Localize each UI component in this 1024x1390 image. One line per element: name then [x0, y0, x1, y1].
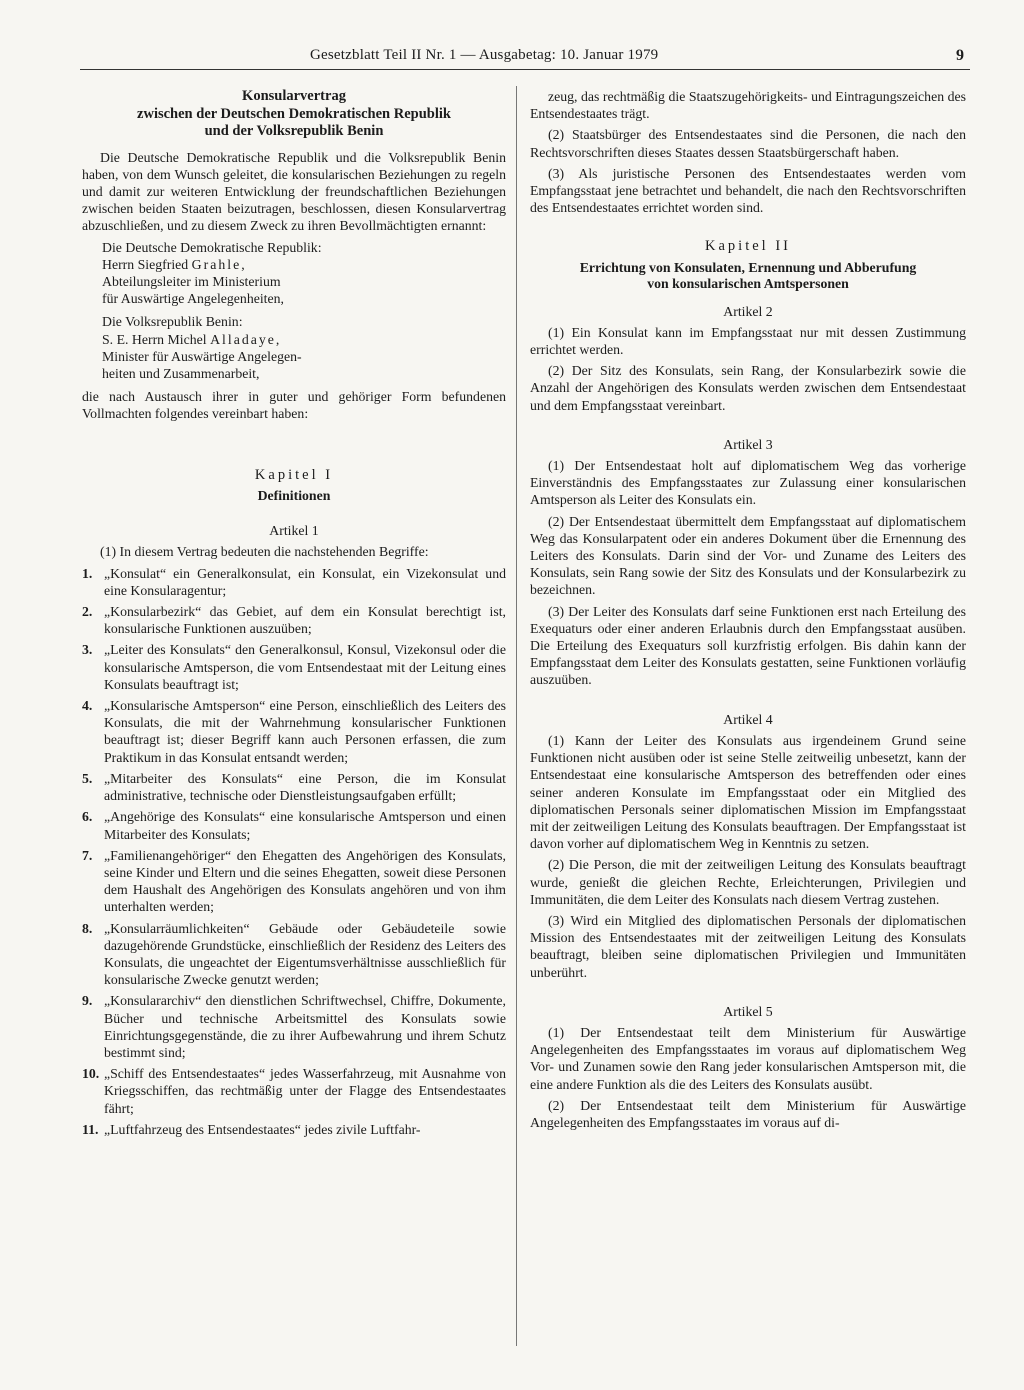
ddr-representative	[102, 239, 506, 308]
article-2-paragraph-2: (2) Der Sitz des Konsulats, sein Rang, der Konsularbezirk sowie die Anzahl der Angehörigen des Konsulats werden zwischen dem Entsendestaat und dem Empfangsstaat vereinbart.	[530, 363, 966, 413]
left-column	[82, 88, 506, 1142]
chapter-2-label: Kapitel II	[705, 238, 791, 255]
article-4-paragraph-2: (2) Die Person, die mit der zeitweiligen Leitung des Konsulats beauftragt wurde, genießt die gleichen Rechte, Erleichterungen, Privilegien und Immunitäten, die dem Leiter des Konsulats nach diesem Vertrag zustehen.	[530, 857, 966, 907]
article-2-heading: Artikel 2	[723, 303, 773, 319]
definition-text: „Schiff des Entsendestaates“ jedes Wasserfahrzeug, mit Ausnahme von Kriegsschiffen, das rechtmäßig unter der Flagge des Entsendestaates fährt;	[104, 1066, 506, 1116]
benin-name-prefix: S. E. Herrn Michel	[102, 331, 211, 347]
ddr-name-line	[102, 256, 506, 273]
benin-representative	[102, 313, 506, 382]
article-1-paragraph-3: (3) Als juristische Personen des Entsendestaates werden vom Empfangsstaat jene betrachtet und behandelt, die nach den Rechtsvorschriften des Entsendestaates errichtet worden sind.	[530, 165, 966, 216]
article-1-paragraph-2: (2) Staatsbürger des Entsendestaates sind die Personen, die nach den Rechtsvorschriften dieses Staates dessen Staatsbürgerschaft haben.	[530, 127, 966, 160]
definition-number: 3.	[82, 642, 93, 658]
definition-item	[82, 992, 506, 1061]
article-4-heading: Artikel 4	[723, 711, 773, 727]
chapter-2-title-line-1: Errichtung von Konsulaten, Ernennung und Abberufung	[579, 259, 917, 275]
title-line-1: Konsularvertrag	[242, 88, 346, 104]
definition-number: 4.	[82, 698, 93, 714]
definition-text: „Konsularische Amtsperson“ eine Person, einschließlich des Leiters des Konsulats, die mit der Wahrnehmung konsularischer Funktionen beauftragt ist; dieser Begriff kann auch Personen erfassen, die zum Praktikum in das Konsulat entsandt werden;	[104, 698, 506, 765]
definition-item	[82, 847, 506, 916]
title-line-2: zwischen der Deutschen Demokratischen Republik	[137, 105, 451, 122]
document-title	[82, 88, 506, 141]
definition-item	[82, 1065, 506, 1117]
page-header	[80, 47, 970, 70]
article-5-paragraph-1: (1) Der Entsendestaat teilt dem Ministerium für Auswärtige Angelegenheiten des Empfangsstaates im voraus auf diplomatischem Weg Vor- und Zunamen sowie den Rang jeder konsularischen Amtsperson mit, die eine andere Funktion als die des Leiters des Konsulats ausübt.	[530, 1024, 966, 1092]
definition-text: „Mitarbeiter des Konsulats“ eine Person, die im Konsulat administrative, technische oder Dienstleistungsaufgaben erfüllt;	[104, 770, 506, 804]
title-line-3: und der Volksrepublik Benin	[204, 123, 384, 139]
article-3-paragraph-1: (1) Der Entsendestaat holt auf diplomatischem Weg das vorherige Einverständnis des Empfangsstaates zur Zulassung einer konsularischen Amtsperson als Leiter des Konsulats ein.	[530, 458, 966, 508]
article-4-paragraph-1: (1) Kann der Leiter des Konsulats aus irgendeinem Grund seine Funktionen nicht ausüben oder ist seine Stelle zeitweilig unbesetzt, kann der Entsendestaat eine konsularische Amtsperson des betreffenden oder eines seiner anderen Konsulate im Empfangsstaat oder ein Mitglied des diplomatischen Personals seiner diplomatischen Mission im Empfangsstaat mit der zeitweiligen Leitung des Konsulats beauftragen. Der Empfangsstaat ist davon vorher auf diplomatischem Weg in Kenntnis zu setzen.	[530, 732, 966, 852]
article-5-heading: Artikel 5	[723, 1003, 773, 1019]
ddr-role-1: Abteilungsleiter im Ministerium	[102, 273, 281, 289]
definition-number: 2.	[82, 604, 93, 620]
ddr-role-2: für Auswärtige Angelegenheiten,	[102, 291, 284, 307]
chapter-2-title-line-2: von konsularischen Amtspersonen	[647, 276, 849, 292]
article-1-intro: (1) In diesem Vertrag bedeuten die nachstehenden Begriffe:	[100, 544, 429, 560]
definition-text: „Konsulararchiv“ den dienstlichen Schriftwechsel, Chiffre, Dokumente, Bücher und technische Arbeitsmittel des Konsulats sowie Einrichtungsgegenstände, die zu ihrer Aufbewahrung und ihrem Schutz bestimmt sind;	[104, 993, 506, 1060]
definition-item	[82, 1121, 506, 1138]
header-title: Gesetzblatt Teil II Nr. 1 — Ausgabetag: 10. Januar 1979	[310, 47, 659, 63]
ddr-country: Die Deutsche Demokratische Republik:	[102, 239, 322, 255]
definition-item	[82, 697, 506, 766]
article-5-paragraph-2: (2) Der Entsendestaat teilt dem Ministerium für Auswärtige Angelegenheiten des Empfangsstaates im voraus auf di-	[530, 1097, 966, 1130]
ddr-name-prefix: Herrn Siegfried	[102, 256, 192, 272]
definition-number: 5.	[82, 770, 93, 786]
right-column	[530, 88, 966, 1135]
article-3-paragraph-3: (3) Der Leiter des Konsulats darf seine Funktionen erst nach Erteilung des Exequaturs oder einer anderen Erlaubnis durch den Empfangsstaat ausüben. Die Erteilung des Exequaturs soll kurzfristig erfolgen. Bis dahin kann der Empfangsstaat dem Leiter des Konsulats gestatten, seine Funktionen vorläufig auszuüben.	[530, 603, 966, 688]
benin-role-2: heiten und Zusammenarbeit,	[102, 365, 260, 381]
definition-item	[82, 641, 506, 693]
page-number: 9	[956, 47, 964, 64]
benin-name-line	[102, 331, 506, 348]
chapter-1-label: Kapitel I	[254, 466, 334, 483]
definition-text: „Konsularräumlichkeiten“ Gebäude oder Gebäudeteile sowie dazugehörende Grundstücke, einschließlich der Residenz des Leiters des Konsulats, die ungeachtet der Eigentumsverhältnisse ausschließlich für konsularische Zwecke genutzt werden;	[104, 920, 506, 988]
continuation-paragraph: zeug, das rechtmäßig die Staatszugehörigkeits- und Eintragungszeichen des Entsendestaates trägt.	[530, 89, 966, 122]
column-divider	[516, 86, 517, 1346]
definition-number: 11.	[82, 1121, 99, 1137]
ddr-name: Grahle,	[191, 256, 247, 272]
definition-number: 10.	[82, 1066, 100, 1082]
benin-name: Alladaye,	[210, 331, 282, 347]
definition-text: „Luftfahrzeug des Entsendestaates“ jedes zivile Luftfahr-	[104, 1121, 421, 1137]
article-4-paragraph-3: (3) Wird ein Mitglied des diplomatischen Personals der diplomatischen Mission des Entsendestaates mit der zeitweiligen Leitung des Konsulats beauftragt, bleiben seine diplomatischen Privilegien und Immunitäten unberührt.	[530, 912, 966, 980]
definition-item	[82, 565, 506, 599]
preamble: Die Deutsche Demokratische Republik und die Volksrepublik Benin haben, von dem Wunsch geleitet, die konsularischen Beziehungen zu regeln und damit zur weiteren Entwicklung der freundschaftlichen Beziehungen zwischen beiden Staaten beizutragen, beschlossen, diesen Konsularvertrag abzuschließen, und zu diesem Zweck zu ihren Bevollmächtigten ernannt:	[82, 149, 506, 234]
definition-item	[82, 920, 506, 989]
definition-text: „Konsulat“ ein Generalkonsulat, ein Konsulat, ein Vizekonsulat und eine Konsularagentur;	[104, 565, 506, 598]
chapter-2-title	[530, 260, 966, 293]
article-2-paragraph-1: (1) Ein Konsulat kann im Empfangsstaat nur mit dessen Zustimmung errichtet werden.	[530, 324, 966, 358]
definition-text: „Familienangehöriger“ den Ehegatten des Angehörigen des Konsulats, seine Kinder und Eltern und die seines Ehegatten, soweit diese Personen dem Haushalt des Angehörigen des Konsulats angehören und von ihm unterhalten werden;	[104, 847, 506, 915]
article-1-heading: Artikel 1	[269, 523, 319, 539]
closing-text: die nach Austausch ihrer in guter und gehöriger Form befundenen Vollmachten folgendes vereinbart haben:	[82, 389, 506, 422]
definition-text: „Leiter des Konsulats“ den Generalkonsul, Konsul, Vizekonsul oder die konsularische Amtsperson, die vom Entsendestaat mit der Leitung eines Konsulats beauftragt ist;	[104, 642, 506, 692]
article-3-heading: Artikel 3	[723, 436, 773, 452]
benin-role-1: Minister für Auswärtige Angelegen-	[102, 348, 302, 364]
definition-item	[82, 603, 506, 637]
definition-text: „Konsularbezirk“ das Gebiet, auf dem ein Konsulat berechtigt ist, konsularische Funktionen auszuüben;	[104, 604, 506, 637]
benin-country: Die Volksrepublik Benin:	[102, 314, 243, 330]
definition-number: 8.	[82, 920, 93, 936]
definition-number: 9.	[82, 993, 93, 1009]
definition-item	[82, 770, 506, 804]
definition-number: 1.	[82, 565, 93, 581]
definition-number: 6.	[82, 809, 93, 825]
definitions-list	[82, 565, 506, 1138]
article-3-paragraph-2: (2) Der Entsendestaat übermittelt dem Empfangsstaat auf diplomatischem Weg das Konsularpatent oder ein anderes Dokument über die Ernennung des Leiters des Konsulats. Darin sind der Vor- und Zuname des Leiters des Konsulats, sein Rang sowie der Sitz des Konsulats und der Konsularbezirk zu bezeichnen.	[530, 513, 966, 598]
chapter-1-title: Definitionen	[257, 487, 331, 503]
definition-number: 7.	[82, 847, 93, 863]
definition-text: „Angehörige des Konsulats“ eine konsularische Amtsperson und einen Mitarbeiter des Konsulats;	[104, 809, 506, 842]
definition-item	[82, 808, 506, 842]
